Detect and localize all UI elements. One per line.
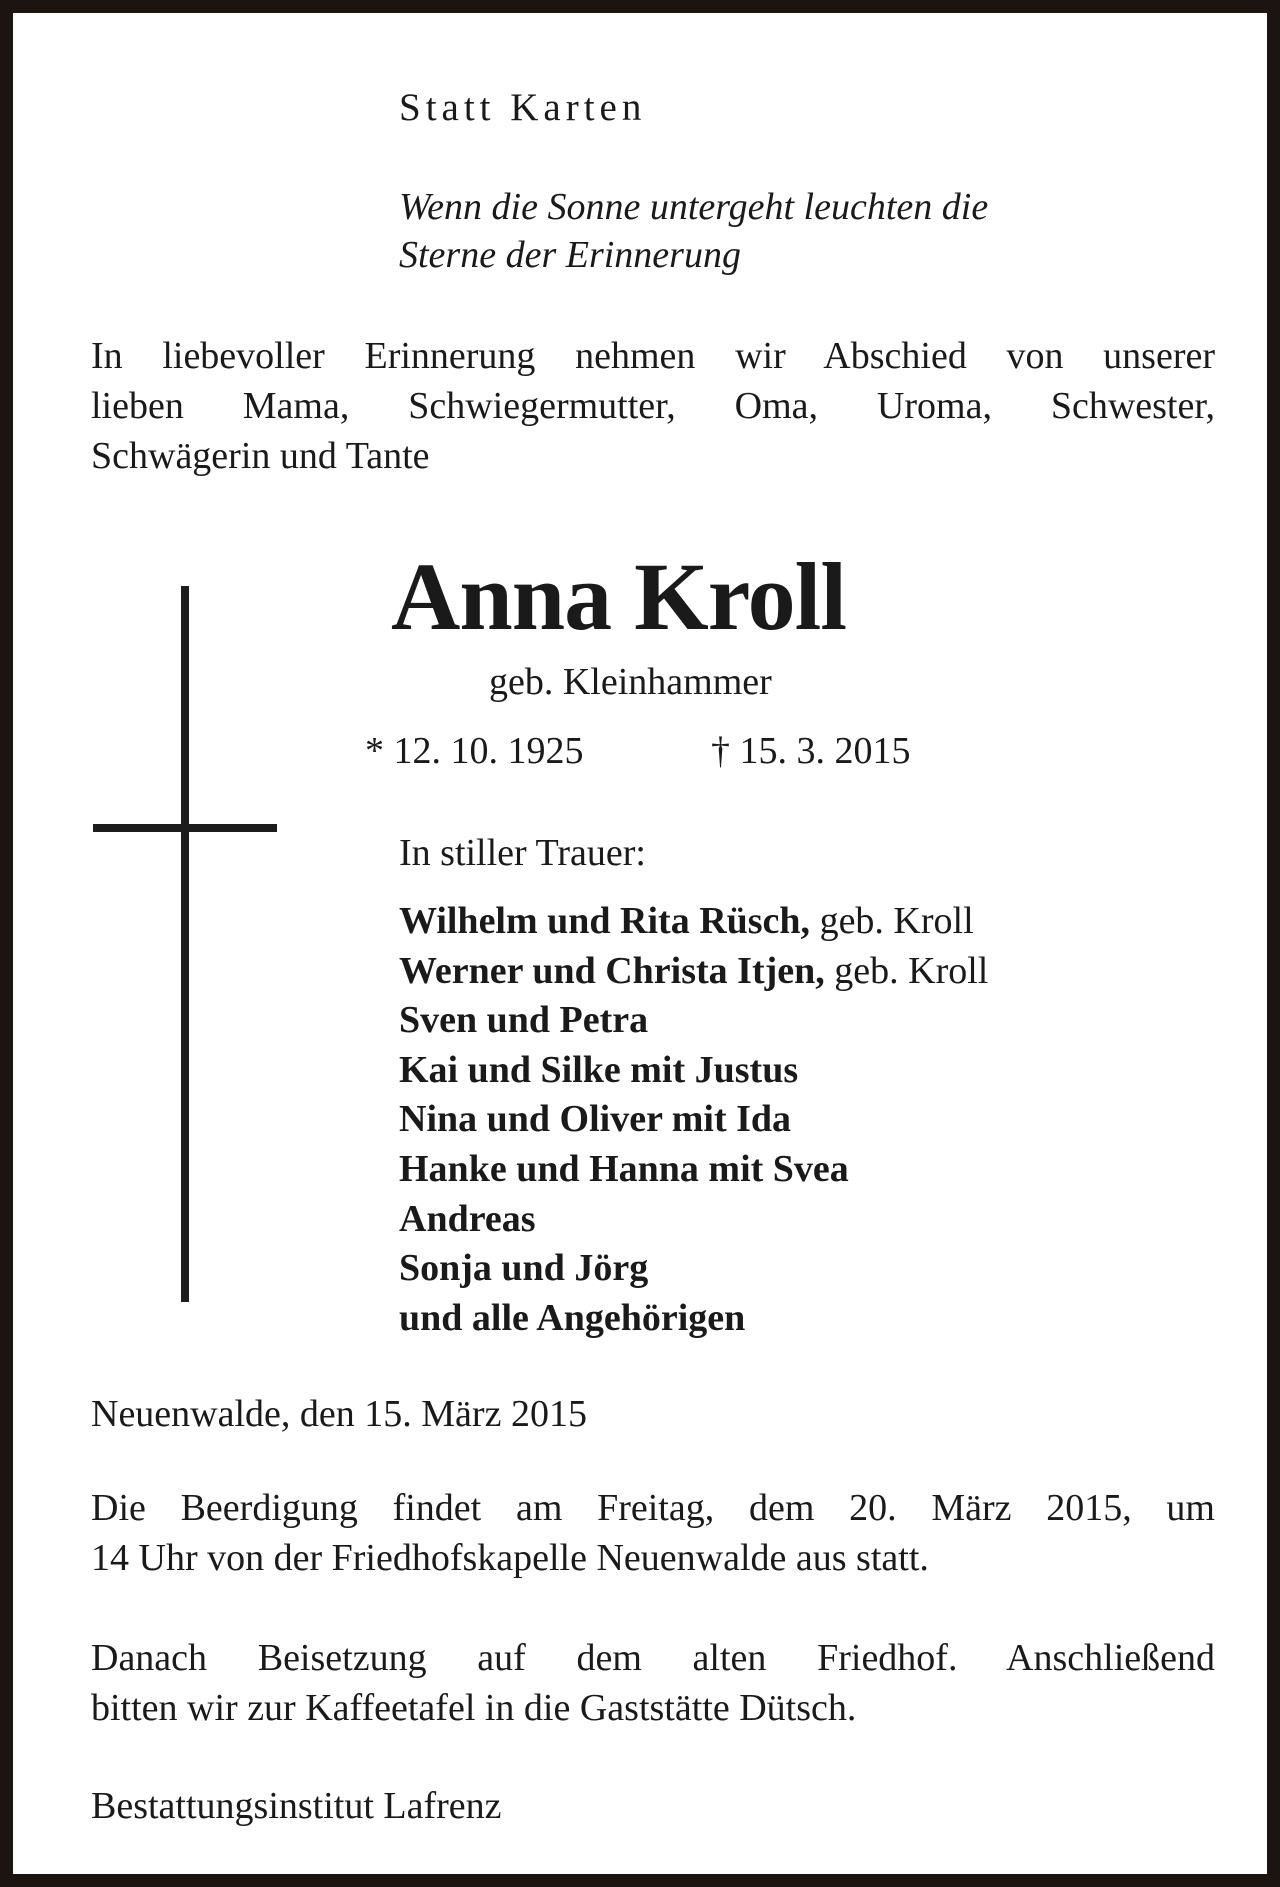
- funeral-line: Die Beerdigung findet am Freitag, dem 20. März 2015, um: [91, 1487, 1215, 1529]
- intro-paragraph: [91, 331, 1215, 481]
- mourner-entry: Andreas: [399, 1197, 536, 1240]
- death-date: † 15. 3. 2015: [711, 730, 911, 772]
- place-date: Neuenwalde, den 15. März 2015: [91, 1393, 587, 1435]
- mourner-entry: Kai und Silke mit Justus: [399, 1048, 799, 1091]
- funeral-details: [91, 1483, 1215, 1583]
- burial-line: Danach Beisetzung auf dem alten Friedhof. Anschließend: [91, 1637, 1215, 1679]
- mourner-entry: Werner und Christa Itjen, geb. Kroll: [399, 949, 989, 992]
- motto-quote: [399, 183, 1139, 279]
- mourner-entry: Nina und Oliver mit Ida: [399, 1098, 792, 1141]
- mourning-label: In stiller Trauer:: [399, 832, 646, 874]
- deceased-name: Anna Kroll: [391, 543, 846, 650]
- mourner-entry: Sven und Petra: [399, 999, 649, 1042]
- burial-line: bitten wir zur Kaffeetafel in die Gaststätte Dütsch.: [91, 1687, 857, 1729]
- mourner-entry: Sonja und Jörg: [399, 1247, 649, 1290]
- maiden-name: geb. Kleinhammer: [489, 661, 772, 703]
- motto-line: Sterne der Erinnerung: [399, 234, 741, 276]
- statt-karten-label: Statt Karten: [399, 86, 647, 129]
- mourner-entry: Hanke und Hanna mit Svea: [399, 1147, 849, 1190]
- mourners-list: [399, 897, 988, 1343]
- mourner-entry: und alle Angehörigen: [399, 1296, 746, 1339]
- intro-line: In liebevoller Erinnerung nehmen wir Abschied von unserer: [91, 335, 1215, 377]
- motto-line: Wenn die Sonne untergeht leuchten die: [399, 186, 989, 228]
- mourner-entry: Wilhelm und Rita Rüsch, geb. Kroll: [399, 900, 974, 942]
- burial-details: [91, 1633, 1215, 1733]
- birth-date: * 12. 10. 1925: [365, 730, 584, 772]
- cross-icon-bar: [93, 824, 277, 832]
- cross-icon: [181, 586, 189, 1302]
- intro-line: Schwägerin und Tante: [91, 435, 430, 477]
- intro-line: lieben Mama, Schwiegermutter, Oma, Uroma, Schwester,: [91, 385, 1215, 427]
- funeral-line: 14 Uhr von der Friedhofskapelle Neuenwalde aus statt.: [91, 1537, 929, 1579]
- undertaker-name: Bestattungsinstitut Lafrenz: [91, 1785, 502, 1827]
